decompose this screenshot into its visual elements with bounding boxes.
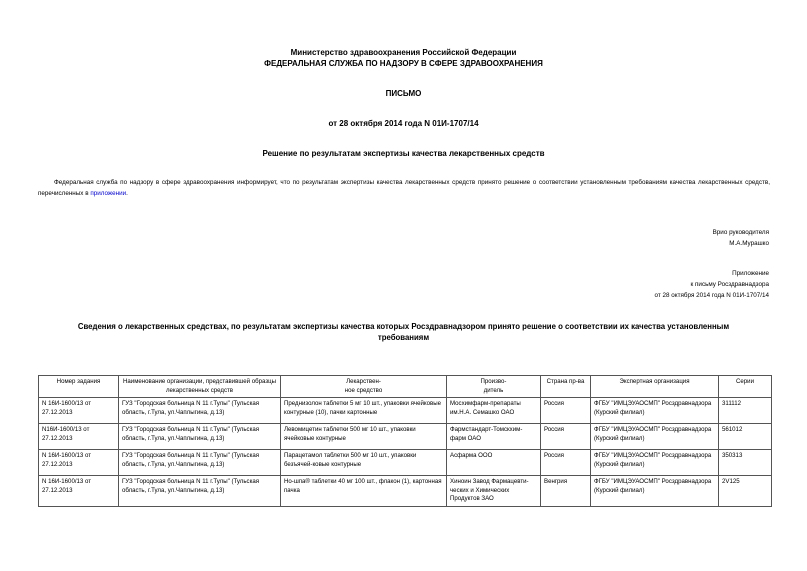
annex-date-number: от 28 октября 2014 года N 01И-1707/14 [654, 292, 769, 299]
table-row [39, 398, 772, 424]
cell-expert: ФГБУ "ИМЦЭУАОСМП" Росздравнадзора (Курский филиал) [591, 424, 719, 450]
cell-org: ГУЗ "Городская больница N 11 г.Тулы" (Тульская область, г.Тула, ул.Чаплыгина, д.13) [119, 424, 281, 450]
signature-position: Врио руководителя [712, 229, 769, 236]
cell-maker: Асфарма ООО [447, 450, 541, 476]
document-subject: Решение по результатам экспертизы качества лекарственных средств [262, 149, 545, 158]
cell-maker: Хиноин Завод Фармацевти-ческих и Химических Продуктов ЗАО [447, 476, 541, 507]
cell-expert: ФГБУ "ИМЦЭУАОСМП" Росздравнадзора (Курский филиал) [591, 476, 719, 507]
cell-task: N 16И-1600/13 от 27.12.2013 [39, 398, 119, 424]
cell-country: Россия [541, 398, 591, 424]
column-header-expert: Экспертная организация [591, 376, 719, 398]
cell-drug: Левомицетин таблетки 500 мг 10 шт., упаковки ячейковые контурные [281, 424, 447, 450]
cell-drug: Парацетамол таблетки 500 мг 10 шт., упаковки безъячей-ковые контурные [281, 450, 447, 476]
cell-org: ГУЗ "Городская больница N 11 г.Тулы" (Тульская область, г.Тула, ул.Чаплыгина, д.13) [119, 398, 281, 424]
cell-task: N 16И-1600/13 от 27.12.2013 [39, 450, 119, 476]
cell-task: N16И-1600/13 от 27.12.2013 [39, 424, 119, 450]
table-row [39, 476, 772, 507]
cell-series: 561012 [719, 424, 772, 450]
cell-series: 350313 [719, 450, 772, 476]
table-title: Сведения о лекарственных средствах, по результатам экспертизы качества которых Росздравнадзором принято решение о соответствии их качества установленным требованиям [77, 322, 730, 342]
cell-maker: Мосхимфарм-препараты им.Н.А. Семашко ОАО [447, 398, 541, 424]
annex-to-letter: к письму Росздравнадзора [690, 281, 769, 288]
column-header-series: Серии [719, 376, 772, 398]
annex-label: Приложение [732, 270, 769, 277]
cell-expert: ФГБУ "ИМЦЭУАОСМП" Росздравнадзора (Курский филиал) [591, 450, 719, 476]
column-header-org: Наименование организации, представившей образцы лекарственных средств [119, 376, 281, 398]
signature-block [713, 227, 769, 249]
table-row [39, 450, 772, 476]
document-date-number: от 28 октября 2014 года N 01И-1707/14 [328, 119, 479, 128]
document-type: ПИСЬМО [385, 89, 422, 98]
body-paragraph-text: Федеральная служба по надзору в сфере здравоохранения информирует, что по результатам экспертизы качества лекарственных средств принято решение о соответствии установленным требованиям качества лекарственных средств, перечисленных в [38, 179, 770, 197]
cell-expert: ФГБУ "ИМЦЭУАОСМП" Росздравнадзора (Курский филиал) [591, 398, 719, 424]
ministry-name: Министерство здравоохранения Российской Федерации [290, 48, 517, 57]
cell-country: Россия [541, 450, 591, 476]
medicines-table [38, 375, 772, 507]
cell-country: Венгрия [541, 476, 591, 507]
column-header-country: Страна пр-ва [541, 376, 591, 398]
body-paragraph [38, 177, 770, 199]
column-header-drug: Лекарствен- ное средство [281, 376, 447, 398]
cell-country: Россия [541, 424, 591, 450]
table-header-row [39, 376, 772, 398]
cell-task: N 16И-1600/13 от 27.12.2013 [39, 476, 119, 507]
body-paragraph-end: . [126, 190, 128, 197]
cell-drug: Но-шпа® таблетки 40 мг 100 шт., флакон (1), картонная пачка [281, 476, 447, 507]
cell-org: ГУЗ "Городская больница N 11 г.Тулы" (Тульская область, г.Тула, ул.Чаплыгина, д.13) [119, 450, 281, 476]
cell-drug: Преднизолон таблетки 5 мг 10 шт., упаковки ячейковые контурные (10), пачки картонные [281, 398, 447, 424]
column-header-task: Номер задания [39, 376, 119, 398]
annex-block [655, 268, 769, 301]
table-body [39, 398, 772, 507]
signature-name: М.А.Мурашко [729, 240, 769, 247]
cell-series: 2V125 [719, 476, 772, 507]
cell-maker: Фармстандарт-Томскхим-фарм ОАО [447, 424, 541, 450]
service-name: ФЕДЕРАЛЬНАЯ СЛУЖБА ПО НАДЗОРУ В СФЕРЕ ЗДРАВООХРАНЕНИЯ [264, 59, 543, 68]
cell-series: 311112 [719, 398, 772, 424]
table-row [39, 424, 772, 450]
cell-org: ГУЗ "Городская больница N 11 г.Тулы" (Тульская область, г.Тула, ул.Чаплыгина, д.13) [119, 476, 281, 507]
column-header-maker: Произво- дитель [447, 376, 541, 398]
annex-link[interactable]: приложении [90, 190, 127, 197]
